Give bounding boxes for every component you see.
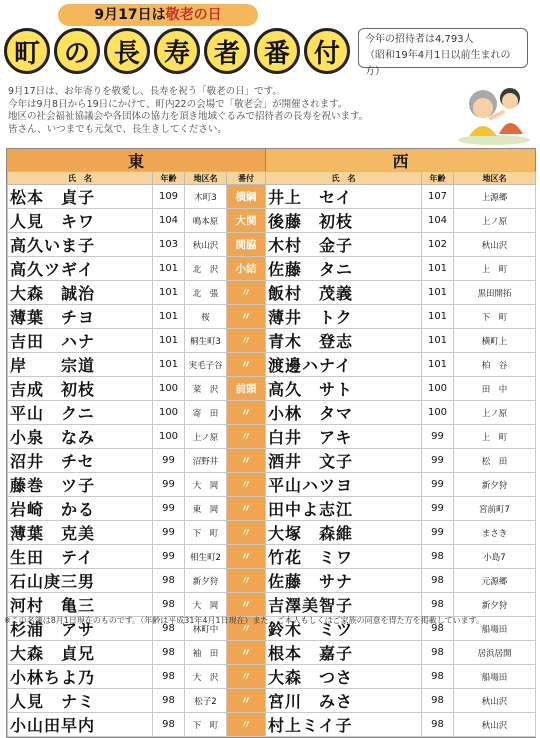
east-age: 103 [153,233,185,257]
west-name: 鈴木 ミツ [266,617,422,641]
west-name: 大塚 森維 [266,521,422,545]
west-area: 船場田 [454,665,536,689]
west-age: 100 [422,377,454,401]
east-area: 新夕狩 [185,569,227,593]
west-area: 上ノ原 [454,401,536,425]
east-name: 小林ちよ乃 [8,665,153,689]
table-row [8,641,536,665]
east-age: 101 [153,353,185,377]
elderly-couple-illustration [455,78,533,146]
east-area: 鳴本原 [185,209,227,233]
rank-label: 横綱 [227,185,266,209]
invite-count: 今年の招待者は4,793人 [365,34,474,45]
east-area: 下 町 [185,521,227,545]
west-area: 元源郷 [454,569,536,593]
intro-text [8,86,448,136]
rank-label: 関脇 [227,233,266,257]
west-name: 平山ハツヨ [266,473,422,497]
east-area: 木町3 [185,185,227,209]
ranking-table [7,171,536,737]
west-age: 99 [422,521,454,545]
east-name: 石山庚三男 [8,569,153,593]
west-area: 田 中 [454,377,536,401]
east-age: 98 [153,617,185,641]
west-age: 101 [422,305,454,329]
rank-label: 〃 [227,329,266,353]
banner-prefix: 9月17日は [94,7,166,23]
table-row [8,497,536,521]
west-age: 98 [422,689,454,713]
east-age: 104 [153,209,185,233]
east-area: 沼野井 [185,449,227,473]
east-area: 松子2 [185,689,227,713]
west-area: 松 田 [454,449,536,473]
board-sides [7,149,535,171]
west-name: 大森 つさ [266,665,422,689]
west-name: 村上ミイ子 [266,713,422,737]
rank-label: 〃 [227,569,266,593]
banner-highlight: 敬老の日 [165,7,222,23]
east-age: 98 [153,569,185,593]
table-row [8,449,536,473]
east-area: 北 張 [185,281,227,305]
east-age: 99 [153,449,185,473]
rank-label: 〃 [227,401,266,425]
east-name: 吉成 初枝 [8,377,153,401]
east-age: 101 [153,257,185,281]
west-age: 101 [422,353,454,377]
west-age: 101 [422,281,454,305]
west-area: 横町上 [454,329,536,353]
table-row [8,401,536,425]
east-area: 菜 沢 [185,377,227,401]
footnote: ※この名簿は8月1日現在のものです。（年齢は平成31年4月1日現在）また、ご本人もしくはご家族の同意を得た方を掲載しています。 [4,616,484,625]
rank-label: 前頭 [227,377,266,401]
east-name: 薄葉 克美 [8,521,153,545]
title-char: の [54,28,100,74]
east-area: 相生町2 [185,545,227,569]
west-age: 100 [422,401,454,425]
holiday-banner [58,4,258,26]
east-area: 大 岡 [185,593,227,617]
east-age: 99 [153,545,185,569]
east-name: 大森 誠治 [8,281,153,305]
east-area: 実毛子谷 [185,353,227,377]
west-area: 上ノ原 [454,209,536,233]
east-area: 秋山沢 [185,233,227,257]
west-area: 秋山沢 [454,713,536,737]
page-title [4,28,350,74]
west-name: 田中よ志江 [266,497,422,521]
east-name: 薄葉 チヨ [8,305,153,329]
header-east-age: 年齢 [153,172,185,185]
rank-label: 〃 [227,689,266,713]
west-side-label: 西 [266,149,535,171]
east-age: 101 [153,305,185,329]
rank-label: 〃 [227,473,266,497]
intro-line: 地区の社会福祉協議会や各団体の協力を頂き地域ぐるみで招待者の長寿を祝います。 [8,111,369,122]
east-name: 平山 クニ [8,401,153,425]
east-area: 林町中 [185,617,227,641]
table-row [8,425,536,449]
table-header-row [8,172,536,185]
west-name: 酒井 文子 [266,449,422,473]
west-age: 98 [422,617,454,641]
rank-label: 〃 [227,665,266,689]
rank-label: 〃 [227,425,266,449]
west-name: 竹花 ミワ [266,545,422,569]
east-age: 98 [153,665,185,689]
west-age: 99 [422,497,454,521]
east-age: 100 [153,425,185,449]
west-age: 98 [422,713,454,737]
table-row [8,521,536,545]
invite-criteria: （昭和19年4月1日以前生まれの方） [365,50,511,77]
rank-label: 〃 [227,617,266,641]
east-name: 小泉 なみ [8,425,153,449]
east-name: 大森 貞兄 [8,641,153,665]
west-age: 98 [422,665,454,689]
west-age: 102 [422,233,454,257]
west-area: 秋山沢 [454,233,536,257]
west-name: 高久 サト [266,377,422,401]
table-row [8,713,536,737]
west-area: 上 町 [454,257,536,281]
east-age: 98 [153,689,185,713]
east-name: 岩崎 かる [8,497,153,521]
west-name: 小林 タマ [266,401,422,425]
intro-line: 今年は9月8日から19日にかけて、町内22の会場で「敬老会」が開催されます。 [8,98,348,110]
rank-label: 〃 [227,449,266,473]
rank-label: 〃 [227,497,266,521]
west-area: 秋山沢 [454,689,536,713]
east-name: 杉浦 アサ [8,617,153,641]
east-age: 98 [153,593,185,617]
west-name: 後藤 初枝 [266,209,422,233]
west-area: 居浜居開 [454,641,536,665]
title-char: 付 [304,28,350,74]
west-area: 新夕狩 [454,593,536,617]
title-char: 者 [204,28,250,74]
table-row [8,665,536,689]
west-area: 新夕狩 [454,473,536,497]
west-area: 宮前町7 [454,497,536,521]
ranking-board [6,148,536,738]
east-name: 高久ツギイ [8,257,153,281]
title-char: 町 [4,28,50,74]
rank-label: 〃 [227,593,266,617]
east-age: 101 [153,329,185,353]
table-row [8,305,536,329]
west-area: 上源郷 [454,185,536,209]
table-row [8,473,536,497]
east-age: 98 [153,713,185,737]
rank-label: 大関 [227,209,266,233]
table-row [8,233,536,257]
west-area: 上 町 [454,425,536,449]
rank-label: 〃 [227,641,266,665]
rank-label: 〃 [227,713,266,737]
table-row [8,569,536,593]
east-age: 100 [153,401,185,425]
west-name: 根本 嘉子 [266,641,422,665]
west-name: 白井 アキ [266,425,422,449]
west-age: 107 [422,185,454,209]
west-name: 青木 登志 [266,329,422,353]
header-west-age: 年齢 [422,172,454,185]
intro-line: 皆さん、いつまでも元気で、長生きしてください。 [8,123,227,135]
table-row [8,257,536,281]
rank-label: 〃 [227,545,266,569]
west-age: 99 [422,449,454,473]
west-name: 渡邊ハナイ [266,353,422,377]
table-row [8,185,536,209]
rank-label: 〃 [227,521,266,545]
east-name: 小山田早内 [8,713,153,737]
east-age: 99 [153,473,185,497]
east-area: 寄 田 [185,401,227,425]
table-row [8,545,536,569]
west-area: 黒田開拓 [454,281,536,305]
table-row [8,281,536,305]
table-row [8,593,536,617]
rank-label: 小結 [227,257,266,281]
header-west-name: 氏 名 [266,172,422,185]
rank-label: 〃 [227,281,266,305]
west-age: 101 [422,329,454,353]
west-name: 吉澤美智子 [266,593,422,617]
title-char: 寿 [154,28,200,74]
east-area: 大 沢 [185,665,227,689]
west-name: 木村 金子 [266,233,422,257]
east-name: 生田 テイ [8,545,153,569]
west-area: 下 町 [454,305,536,329]
rank-label: 〃 [227,353,266,377]
west-name: 飯村 茂義 [266,281,422,305]
title-char: 長 [104,28,150,74]
west-age: 99 [422,425,454,449]
intro-line: 9月17日は、お年寄りを敬愛し、長寿を祝う「敬老の日」です。 [8,86,282,97]
east-age: 99 [153,497,185,521]
east-age: 101 [153,281,185,305]
east-area: 上ノ原 [185,425,227,449]
west-age: 101 [422,257,454,281]
table-row [8,209,536,233]
east-area: 桐生町3 [185,329,227,353]
title-char: 番 [254,28,300,74]
east-name: 岸 宗道 [8,353,153,377]
east-area: 桜 [185,305,227,329]
west-name: 薄井 トク [266,305,422,329]
west-area: 柏 谷 [454,353,536,377]
west-area: まさき [454,521,536,545]
header-east-name: 氏 名 [8,172,153,185]
east-name: 人見 ナミ [8,689,153,713]
east-area: 北 沢 [185,257,227,281]
east-name: 河村 亀三 [8,593,153,617]
west-name: 井上 セイ [266,185,422,209]
west-age: 98 [422,641,454,665]
west-area: 船場田 [454,617,536,641]
east-area: 東 岡 [185,497,227,521]
west-age: 99 [422,473,454,497]
east-age: 100 [153,377,185,401]
header-east-area: 地区名 [185,172,227,185]
west-name: 宮川 みさ [266,689,422,713]
header-rank: 番付 [227,172,266,185]
rank-label: 〃 [227,305,266,329]
east-age: 99 [153,521,185,545]
east-age: 109 [153,185,185,209]
west-age: 98 [422,545,454,569]
east-area: 袖 田 [185,641,227,665]
west-area: 小島7 [454,545,536,569]
table-row [8,329,536,353]
west-age: 98 [422,593,454,617]
east-name: 沼井 チセ [8,449,153,473]
west-name: 佐藤 タニ [266,257,422,281]
east-side-label: 東 [7,149,266,171]
west-age: 98 [422,569,454,593]
table-row [8,353,536,377]
east-name: 藤巻 ツ子 [8,473,153,497]
east-area: 下 町 [185,713,227,737]
table-row [8,377,536,401]
east-name: 人見 キワ [8,209,153,233]
east-age: 98 [153,641,185,665]
invite-count-box [358,28,528,77]
east-name: 高久いま子 [8,233,153,257]
header-west-area: 地区名 [454,172,536,185]
east-area: 大 岡 [185,473,227,497]
east-name: 松本 貞子 [8,185,153,209]
west-age: 104 [422,209,454,233]
west-name: 佐藤 サナ [266,569,422,593]
east-name: 吉田 ハナ [8,329,153,353]
table-row [8,689,536,713]
